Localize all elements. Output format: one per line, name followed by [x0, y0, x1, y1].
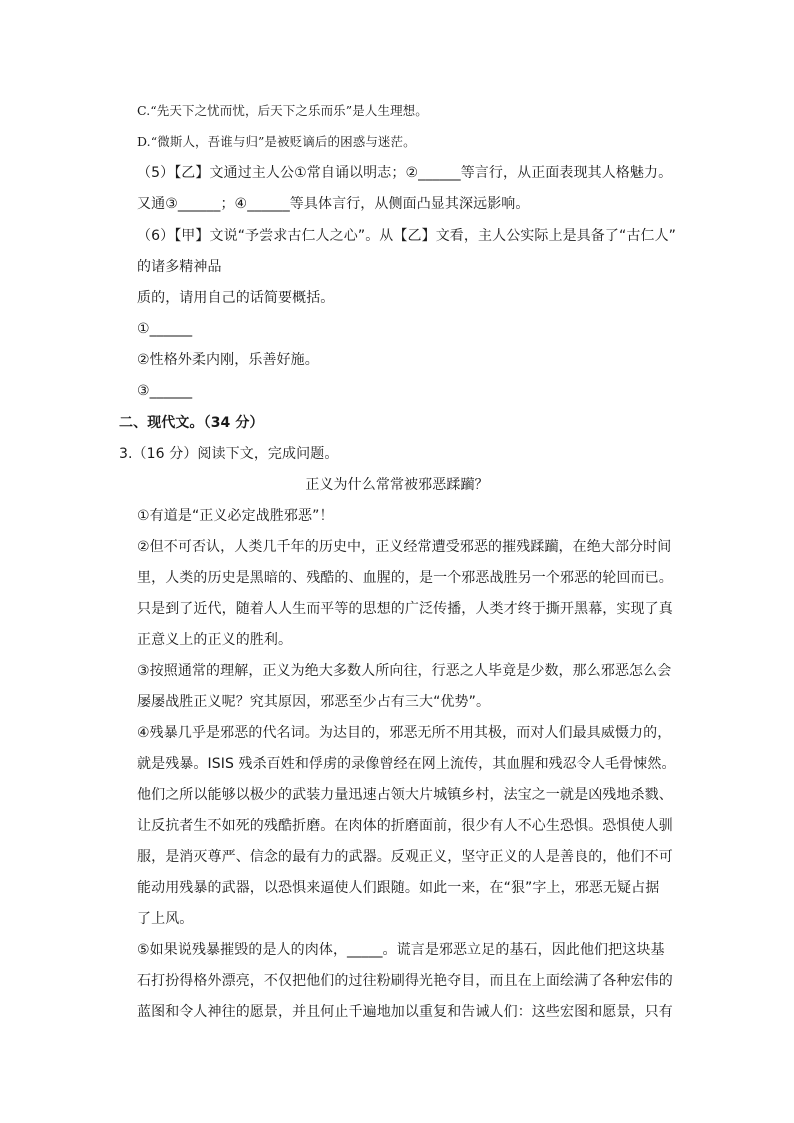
paragraph-4-line-4: 让反抗者生不如死的残酷折磨。在肉体的折磨面前，很少有人不心生恐惧。恐惧使人驯: [137, 818, 673, 834]
question-6-line-3: 质的，请用自己的话简要概括。: [137, 290, 335, 306]
question-6-answer-3: ③______: [137, 383, 193, 399]
question-5-line-1: （5）【乙】文通过主人公①常自诵以明志；②______等言行，从正面表现其人格魅力。: [137, 165, 673, 181]
paragraph-5-line-2: 石打扮得格外漂亮，不仅把他们的过往粉刷得光艳夺目，而且在上面绘满了各种宏伟的: [137, 973, 673, 989]
question-3-intro: 3.（16 分）阅读下文，完成问题。: [119, 446, 339, 462]
paragraph-4-line-1: ④残暴几乎是邪恶的代名词。为达目的，邪恶无所不用其极，而对人们最具威慑力的，: [137, 725, 672, 741]
paragraph-2-line-4: 正意义上的正义的胜利。: [137, 632, 293, 648]
question-6-answer-1: ①______: [137, 321, 193, 337]
article-title: 正义为什么常常被邪恶蹂躏？: [305, 477, 489, 493]
paragraph-5-line-1: ⑤如果说残暴摧毁的是人的肉体，_____。谎言是邪恶立足的基石，因此他们把这块基: [137, 942, 665, 958]
paragraph-3-line-2: 屡屡战胜正义呢？究其原因，邪恶至少占有三大“优势”。: [137, 694, 491, 710]
option-c: C.“先天下之忧而忧，后天下之乐而乐”是人生理想。: [137, 103, 428, 118]
paragraph-2-line-3: 只是到了近代，随着人人生而平等的思想的广泛传播，人类才终于撕开黑幕，实现了真: [137, 601, 673, 617]
question-6-line-2: 的诸多精神品: [137, 259, 222, 275]
paragraph-4-line-2: 就是残暴。ISIS 残杀百姓和俘虏的录像曾经在网上流传，其血腥和残忍令人毛骨悚然。: [137, 756, 676, 772]
paragraph-4-line-5: 服，是消灭尊严、信念的最有力的武器。反观正义，坚守正义的人是善良的，他们不可: [137, 849, 673, 865]
paragraph-2-line-1: ②但不可否认，人类几千年的历史中，正义经常遭受邪恶的摧残蹂躏，在绝大部分时间: [137, 539, 672, 555]
section-2-heading: 二、现代文。（34 分）: [119, 415, 264, 431]
paragraph-1: ①有道是“正义必定战胜邪恶”！: [137, 508, 334, 524]
paragraph-4-line-7: 了上风。: [137, 911, 194, 927]
paragraph-5-line-3: 蓝图和令人神往的愿景，并且何止千遍地加以重复和告诫人们：这些宏图和愿景，只有: [137, 1004, 673, 1020]
paragraph-2-line-2: 里，人类的历史是黑暗的、残酷的、血腥的，是一个邪恶战胜另一个邪恶的轮回而已。: [137, 570, 673, 586]
question-5-line-2: 又通③______；④______等具体言行，从侧面凸显其深远影响。: [137, 196, 530, 212]
question-6-answer-2: ②性格外柔内刚，乐善好施。: [137, 352, 319, 368]
paragraph-3-line-1: ③按照通常的理解，正义为绝大多数人所向往，行恶之人毕竟是少数，那么邪恶怎么会: [137, 663, 672, 679]
paragraph-4-line-3: 他们之所以能够以极少的武装力量迅速占领大片城镇乡村，法宝之一就是凶残地杀戮、: [137, 787, 673, 803]
option-d: D.“微斯人，吾谁与归”是被贬谪后的困惑与迷茫。: [137, 134, 416, 149]
question-6-line-1: （6）【甲】文说“予尝求古仁人之心”。从【乙】文看，主人公实际上是具备了“古仁人”: [137, 228, 677, 244]
paragraph-4-line-6: 能动用残暴的武器，以恐惧来逼使人们跟随。如此一来，在“狠”字上，邪恶无疑占据: [137, 880, 660, 896]
